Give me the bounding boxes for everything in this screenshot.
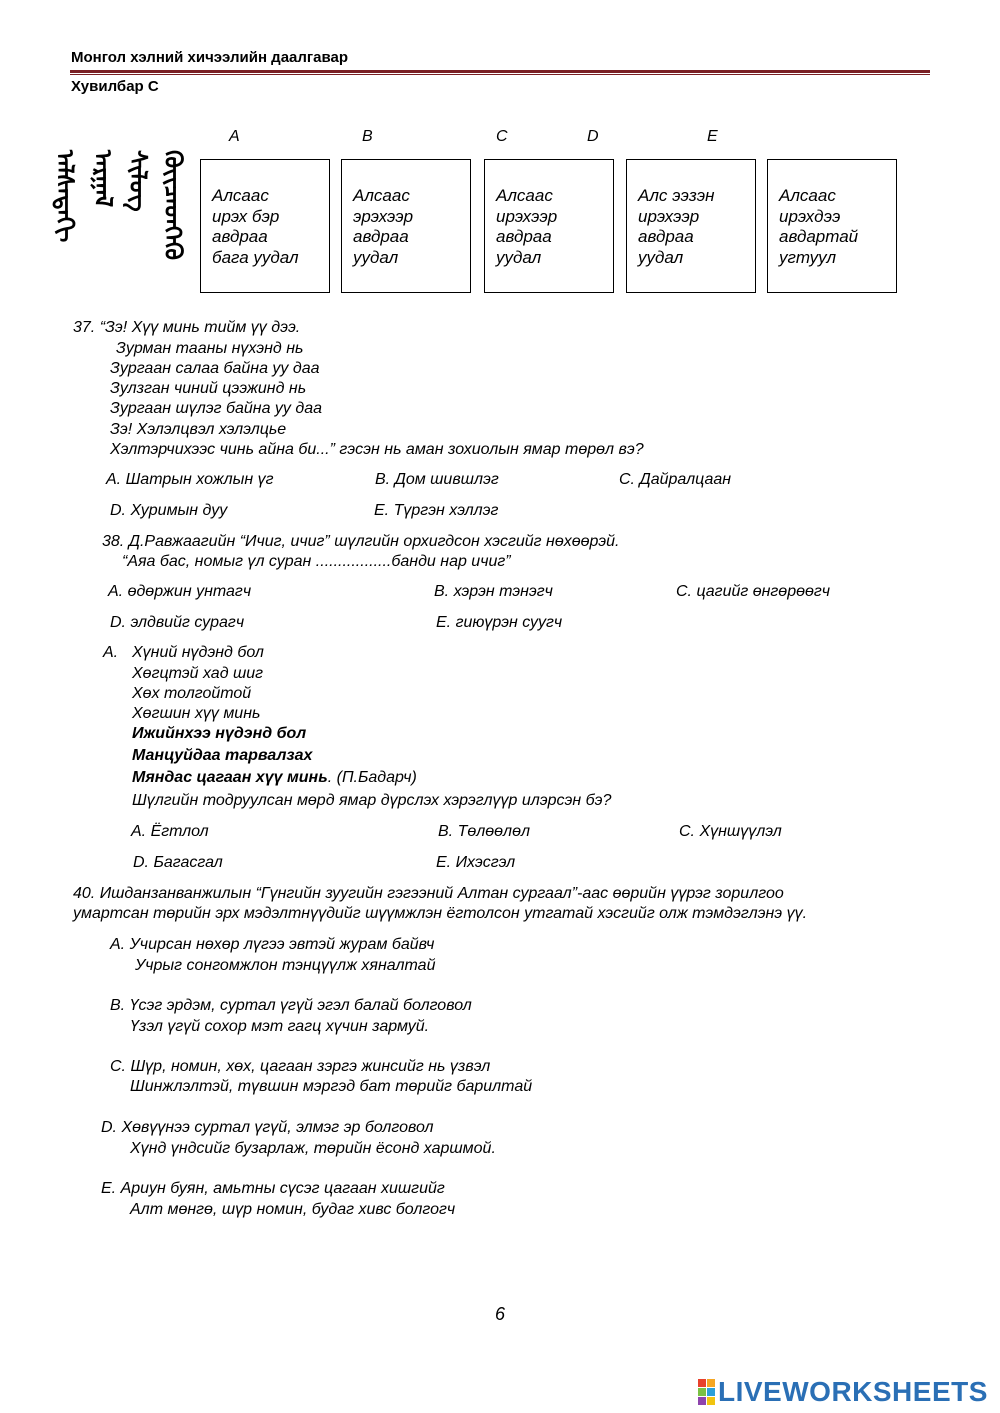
q37-option-b[interactable]: B. Дом шившлэг bbox=[375, 471, 499, 488]
q40-option-b[interactable]: B. Үсэг эрдэм, суртал үгүй эгэл балай болговол bbox=[110, 997, 472, 1014]
q39-option-a[interactable]: A. Ёгтлол bbox=[131, 823, 209, 840]
box-letter-e: E bbox=[707, 128, 718, 145]
q37-line: 37. “Зэ! Хүү минь тийм үү дээ. bbox=[73, 319, 301, 336]
q40-option-e[interactable]: E. Ариун буян, амьтны сүсэг цагаан хишгийг bbox=[101, 1180, 445, 1197]
answer-box-c[interactable] bbox=[484, 159, 614, 293]
box-line: ирэхээр bbox=[638, 206, 700, 226]
box-line: авдартай bbox=[779, 227, 859, 246]
q39-bold-line: Манцуйдаа тарвалзах bbox=[132, 747, 313, 764]
header-rule-thin bbox=[70, 74, 930, 75]
header-rule bbox=[70, 70, 930, 73]
answer-box-a[interactable] bbox=[200, 159, 330, 293]
q37-option-c[interactable]: C. Дайралцаан bbox=[619, 471, 732, 488]
q38-option-e[interactable]: E. гиюүрэн суугч bbox=[436, 614, 563, 631]
q40-line: умартсан төрийн эрх мэдэлтнүүдийг шүүмжлэн ёгтолсон утгатай хэсгийг олж тэмдэглэнэ үү. bbox=[73, 905, 808, 922]
q37-line: Зэ! Хэлэлцвэл хэлэлцье bbox=[110, 421, 287, 438]
logo-square bbox=[707, 1388, 715, 1396]
q40-option-c-line2: Шинжлэлтэй, түвшин мэргэд бат төрийг барилтай bbox=[130, 1078, 533, 1095]
q38-line: 38. Д.Равжаагийн “Ичиг, ичиг” шүлгийн орхигдсон хэсгийг нөхөөрэй. bbox=[102, 533, 620, 550]
q37-option-e[interactable]: E. Түргэн хэллэг bbox=[374, 502, 499, 519]
q37-option-d[interactable]: D. Хуримын дуу bbox=[110, 502, 228, 519]
variant-label: Хувилбар С bbox=[71, 78, 159, 95]
q37-option-a[interactable]: A. Шатрын хожлын үг bbox=[106, 471, 274, 488]
q40-option-a-line2: Учрыг сонгомжлон тэнцүүлж хяналтай bbox=[135, 957, 436, 974]
logo-text: LIVEWORKSHEETS bbox=[718, 1376, 988, 1407]
q39-option-d[interactable]: D. Багасгал bbox=[133, 854, 223, 871]
box-line: ирэхээр bbox=[496, 206, 558, 226]
q39-option-e[interactable]: E. Ихэсгэл bbox=[436, 854, 516, 871]
box-line: эрэхээр bbox=[353, 206, 414, 226]
mongol-script-2: ᠠᠷᠭᠠᠯ bbox=[89, 150, 116, 208]
box-line: Алсаас bbox=[353, 186, 410, 205]
box-line: уудал bbox=[638, 247, 684, 267]
q39-option-c[interactable]: C. Хүншүүлэл bbox=[679, 823, 782, 840]
q39-line: Хөгцтэй хад шиг bbox=[132, 665, 264, 682]
q40-option-c[interactable]: C. Шүр, номин, хөх, цагаан зэргэ жинсийг нь үзвэл bbox=[110, 1058, 491, 1075]
box-letter-b: B bbox=[362, 128, 373, 145]
page-title: Монгол хэлний хичээлийн даалгавар bbox=[71, 49, 349, 66]
box-line: угтуул bbox=[779, 247, 837, 267]
q39-line: Хүний нүдэнд бол bbox=[132, 644, 264, 661]
q39-line: Хөгшин хүү минь bbox=[132, 705, 261, 722]
q40-line: 40. Ишданзанванжилын “Гүнгийн зуугийн гэгээний Алтан сургаал”-аас өөрийн үүрэг зорилгоо bbox=[73, 885, 784, 902]
box-line: авдраа bbox=[212, 227, 268, 246]
q39-label: A. bbox=[103, 644, 119, 661]
logo-square bbox=[698, 1388, 706, 1396]
q40-option-d-line2: Хүнд үндсийг бузарлаж, төрийн ёсонд харшмой. bbox=[130, 1140, 496, 1157]
box-letter-c: C bbox=[496, 128, 508, 145]
q39-author: . (П.Бадарч) bbox=[327, 769, 417, 786]
box-line: ирэх бэр bbox=[212, 206, 280, 226]
q40-option-e-line2: Алт мөнгө, шүр номин, будаг хивс болгогч bbox=[130, 1201, 456, 1218]
box-line: уудал bbox=[353, 247, 399, 267]
mongol-script-1: ᠠᠯᠰᠠᠳᠠᠬᠢ bbox=[51, 150, 78, 243]
liveworksheets-logo[interactable] bbox=[698, 1377, 988, 1407]
mongol-script-4: ᠭᠦᠢᠴᠡᠳᠬᠡᠬᠦ bbox=[159, 150, 186, 260]
q39-question: Шүлгийн тодруулсан мөрд ямар дүрслэх хэрэглүүр илэрсэн бэ? bbox=[132, 792, 612, 809]
box-line: Алсаас bbox=[212, 186, 269, 205]
q37-line: Хэлтэрчихээс чинь айна би...” гэсэн нь аман зохиолын ямар төрөл вэ? bbox=[110, 441, 644, 458]
q40-option-a[interactable]: A. Учирсан нөхөр лүгээ эвтэй журам байвч bbox=[110, 936, 435, 953]
box-line: Алс ээзэн bbox=[638, 186, 715, 205]
answer-box-d[interactable] bbox=[626, 159, 756, 293]
q39-last-line bbox=[132, 768, 417, 789]
box-line: Алсаас bbox=[496, 186, 553, 205]
q40-option-d[interactable]: D. Хөвүүнээ суртал үгүй, элмэг эр болговол bbox=[101, 1119, 434, 1136]
answer-box-b[interactable] bbox=[341, 159, 471, 293]
q38-option-b[interactable]: B. хэрэн тэнэгч bbox=[434, 583, 553, 600]
q40-option-b-line2: Үзэл үгүй сохор мэт гагц хүчин зармуй. bbox=[130, 1018, 430, 1035]
q39-bold-line: Мяндас цагаан хүү минь bbox=[132, 769, 328, 786]
box-line: бага уудал bbox=[212, 247, 299, 267]
page-number: 6 bbox=[494, 1304, 505, 1324]
q39-option-b[interactable]: B. Төлөөлөл bbox=[438, 823, 530, 840]
box-line: авдраа bbox=[638, 227, 694, 246]
q37-line: Зургаан шүлэг байна уу даа bbox=[110, 400, 323, 417]
q37-line: Зургаан салаа байна уу даа bbox=[110, 360, 320, 377]
q39-bold-line: Ижийнхээ нүдэнд бол bbox=[132, 725, 307, 742]
box-line: авдраа bbox=[496, 227, 552, 246]
box-line: уудал bbox=[496, 247, 542, 267]
box-line: авдраа bbox=[353, 227, 409, 246]
q38-line: “Аяа бас, номыг үл суран .................банди нар ичиг” bbox=[122, 553, 511, 570]
logo-square bbox=[698, 1397, 706, 1405]
q38-option-a[interactable]: A. өдөржин унтагч bbox=[108, 583, 252, 600]
q39-line: Хөх толгойтой bbox=[132, 685, 252, 702]
mongol-script-3: ᠰᠢᠯᠦᠭ bbox=[124, 150, 151, 212]
answer-box-e[interactable] bbox=[767, 159, 897, 293]
q38-option-c[interactable]: C. цагийг өнгөрөөгч bbox=[676, 583, 831, 600]
box-letter-a: A bbox=[229, 128, 240, 145]
logo-square bbox=[707, 1397, 715, 1405]
logo-grid-icon bbox=[698, 1379, 715, 1405]
q37-line: Зулзган чиний цээжинд нь bbox=[110, 380, 307, 397]
q38-option-d[interactable]: D. элдвийг сурагч bbox=[110, 614, 245, 631]
q37-line: Зурман тааны нүхэнд нь bbox=[116, 340, 304, 357]
logo-square bbox=[698, 1379, 706, 1387]
box-letter-d: D bbox=[587, 128, 599, 145]
logo-square bbox=[707, 1379, 715, 1387]
box-line: Алсаас bbox=[779, 186, 836, 205]
box-line: ирэхдээ bbox=[779, 206, 841, 226]
